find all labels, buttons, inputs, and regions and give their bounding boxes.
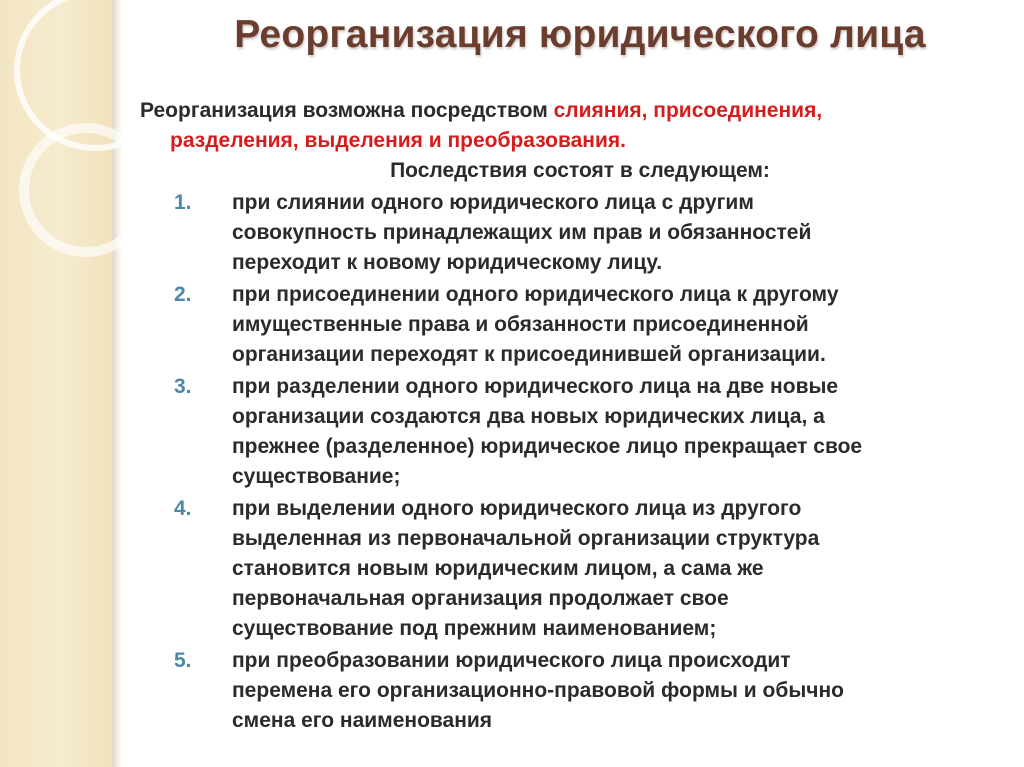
list-item: [140, 646, 1010, 736]
decorative-rings: [0, 0, 160, 300]
list-item-number: 2.: [174, 283, 192, 306]
list-item-number: 1.: [174, 191, 192, 214]
slide-content: [140, 96, 1010, 738]
list-item-text: при разделении одного юридического лица на две новые организации создаются два новых юридических лица, а прежнее (разделенное) юридическое лицо прекращает свое существование;: [232, 375, 863, 488]
list-item-number: 3.: [174, 375, 192, 398]
list-item-text: при преобразовании юридического лица происходит перемена его организационно-правовой формы и обычно смена его наименования: [232, 649, 844, 732]
slide-title: Реорганизация юридического лица: [234, 13, 926, 56]
reorganization-forms-part1: слияния, присоединения,: [553, 99, 823, 122]
intro-lead: Реорганизация возможна посредством: [140, 99, 554, 122]
list-item: [140, 494, 1010, 644]
list-item-text: при выделении одного юридического лица из другого выделенная из первоначальной организации структура становится новым юридическим лицом, а сама же первоначальная организация продолжает свое существование под прежним наименованием;: [232, 497, 820, 640]
list-item: [140, 280, 1010, 370]
consequences-heading: Последствия состоят в следующем:: [390, 159, 770, 182]
list-item-number: 5.: [174, 649, 192, 672]
list-item-number: 4.: [174, 497, 192, 520]
list-item-text: при слиянии одного юридического лица с другим совокупность принадлежащих им прав и обязанностей переходит к новому юридическому лицу.: [232, 191, 812, 274]
list-item: [140, 372, 1010, 492]
reorganization-forms-part2: разделения, выделения и преобразования.: [170, 129, 626, 152]
list-item-text: при присоединении одного юридического лица к другому имущественные права и обязанности присоединенной организации переходят к присоединившей организации.: [232, 283, 839, 366]
intro-paragraph: [140, 96, 1010, 156]
list-item: [140, 188, 1010, 278]
consequences-list: [140, 188, 1010, 736]
